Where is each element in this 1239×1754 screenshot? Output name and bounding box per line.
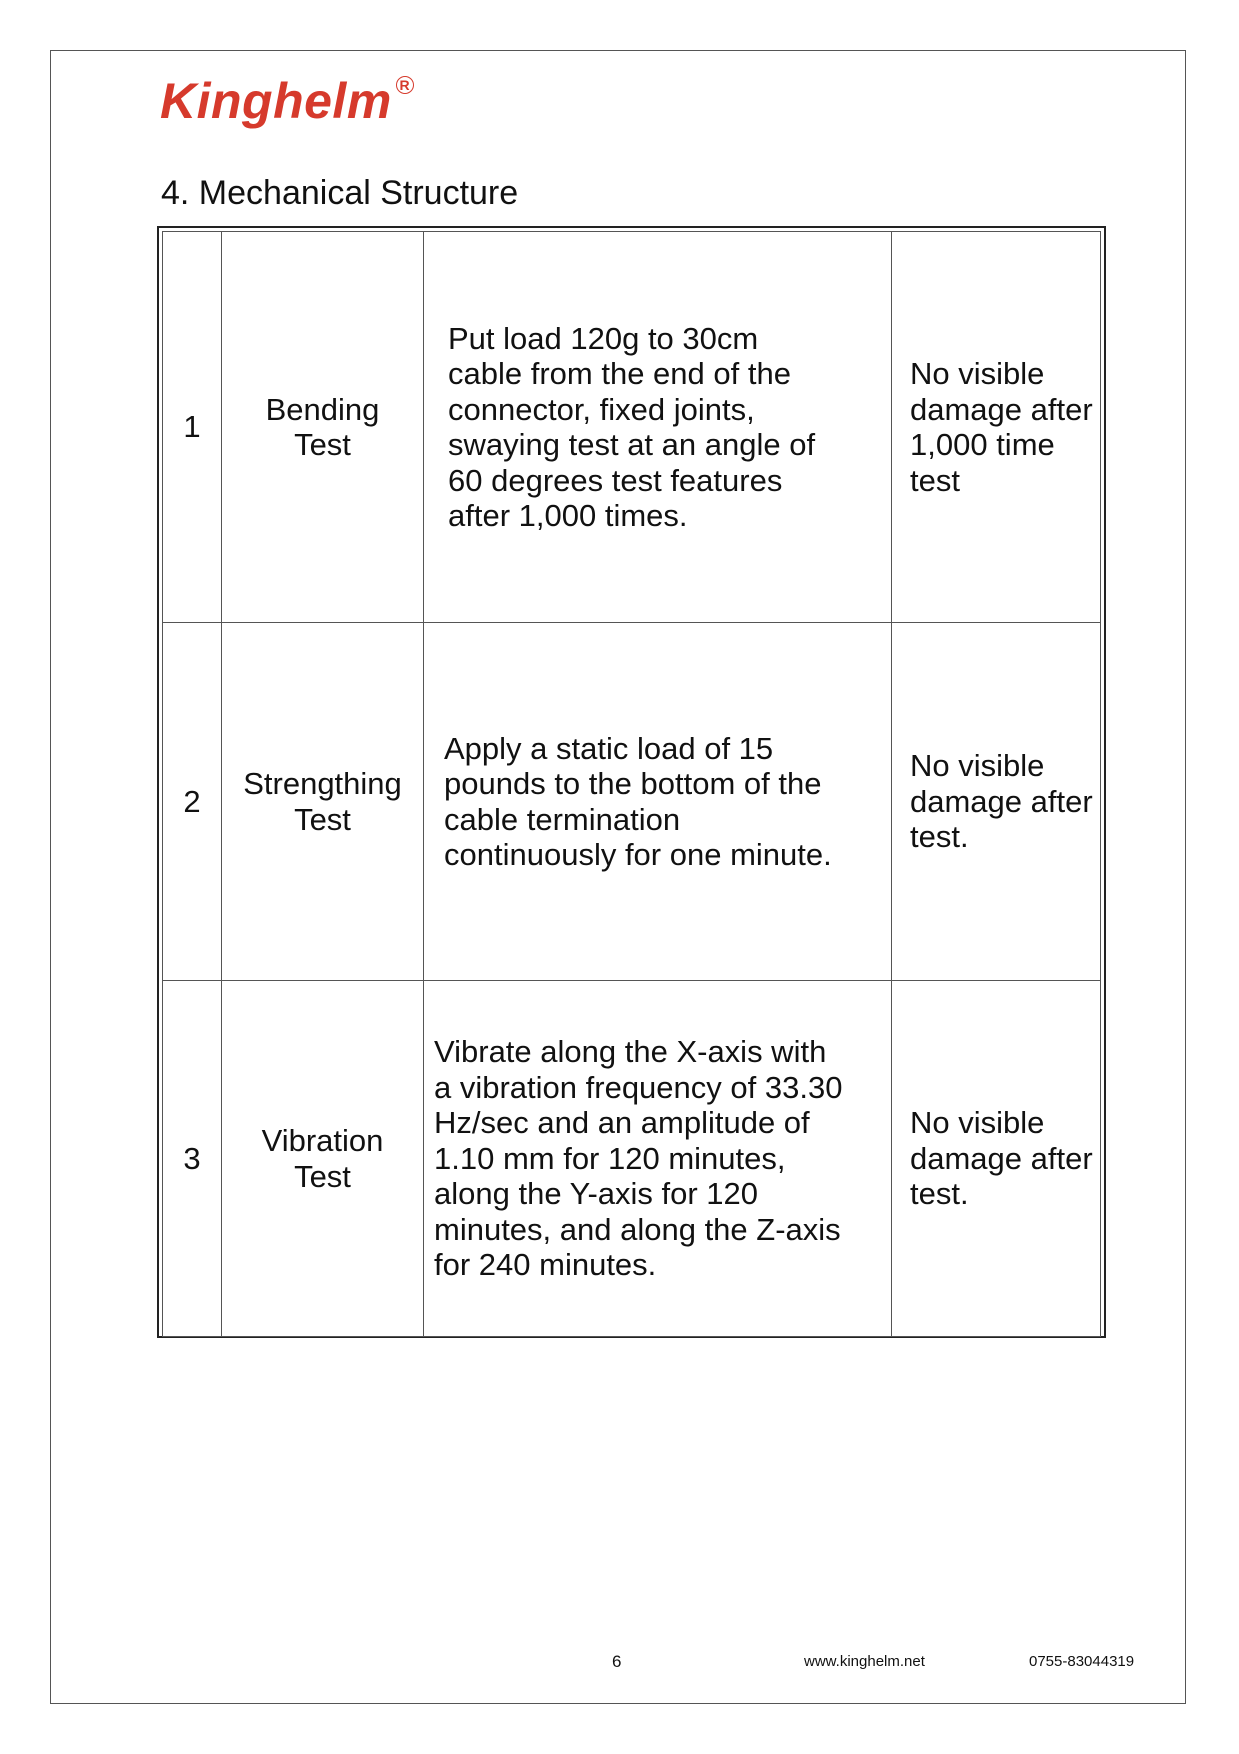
logo-text: Kinghelm <box>160 73 392 129</box>
mechanical-structure-table <box>157 226 1106 1338</box>
website-link[interactable]: www.kinghelm.net <box>804 1653 925 1670</box>
test-description: Apply a static load of 15 pounds to the bottom of the cable termination continuously for one minute. <box>424 623 892 981</box>
test-result: No visible damage after test. <box>892 981 1101 1337</box>
row-number: 1 <box>163 232 222 623</box>
test-name: Bending Test <box>222 232 424 623</box>
phone-number: 0755-83044319 <box>1029 1653 1135 1670</box>
row-number: 3 <box>163 981 222 1337</box>
test-result: No visible damage after 1,000 time test <box>892 232 1101 623</box>
test-result: No visible damage after test. <box>892 623 1101 981</box>
test-name: Strengthing Test <box>222 623 424 981</box>
section-title: 4. Mechanical Structure <box>161 174 519 212</box>
page-number: 6 <box>612 1652 622 1671</box>
tests-table <box>162 231 1101 1337</box>
kinghelm-logo <box>160 73 411 129</box>
test-description: Vibrate along the X-axis with a vibration frequency of 33.30 Hz/sec and an amplitude of 1.10 mm for 120 minutes, along the Y-axis for 120 minutes, and along the Z-axis for 240 minutes. <box>424 981 892 1337</box>
test-description: Put load 120g to 30cm cable from the end of the connector, fixed joints, swaying test at an angle of 60 degrees test features after 1,000 times. <box>424 232 892 623</box>
table-row <box>163 981 1101 1337</box>
table-row <box>163 623 1101 981</box>
test-name: Vibration Test <box>222 981 424 1337</box>
table-row <box>163 232 1101 623</box>
row-number: 2 <box>163 623 222 981</box>
registered-mark-icon: R <box>396 76 414 94</box>
